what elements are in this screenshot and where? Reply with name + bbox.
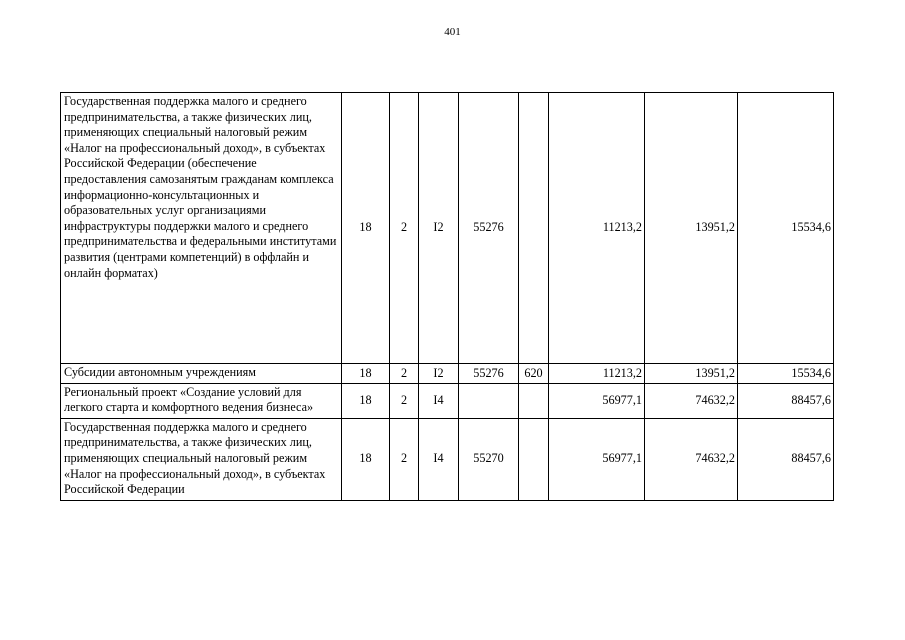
amount-year-2: 13951,2 [645,93,738,364]
amount-year-2: 13951,2 [645,364,738,384]
row-name: Региональный проект «Создание условий для легкого старта и комфортного ведения бизнеса» [61,383,342,418]
subprogram-code: 2 [390,383,419,418]
table-row [61,93,834,364]
project-code: I2 [419,93,459,364]
direction-code: 55276 [459,364,519,384]
amount-year-3: 15534,6 [738,364,834,384]
direction-code [459,383,519,418]
amount-year-1: 56977,1 [549,418,645,500]
direction-code: 55270 [459,418,519,500]
ministry-code: 18 [342,364,390,384]
direction-code: 55276 [459,93,519,364]
amount-year-3: 88457,6 [738,383,834,418]
expense-type-code [519,383,549,418]
ministry-code: 18 [342,418,390,500]
subprogram-code: 2 [390,418,419,500]
table-row [61,418,834,500]
table-row [61,383,834,418]
amount-year-3: 88457,6 [738,418,834,500]
expense-type-code [519,418,549,500]
amount-year-1: 11213,2 [549,93,645,364]
amount-year-2: 74632,2 [645,418,738,500]
amount-year-3: 15534,6 [738,93,834,364]
expense-type-code [519,93,549,364]
row-name: Субсидии автономным учреждениям [61,364,342,384]
amount-year-1: 11213,2 [549,364,645,384]
subprogram-code: 2 [390,364,419,384]
expense-type-code: 620 [519,364,549,384]
table-row [61,364,834,384]
budget-table [60,92,834,501]
amount-year-2: 74632,2 [645,383,738,418]
project-code: I2 [419,364,459,384]
subprogram-code: 2 [390,93,419,364]
ministry-code: 18 [342,93,390,364]
project-code: I4 [419,383,459,418]
row-name: Государственная поддержка малого и среднего предпринимательства, а также физических лиц, применяющих специальный налоговый режим «Налог на профессиональный доход», в субъектах Российской Федерации (обеспечение предоставления самозанятым гражданам комплекса информационно-консультационных и образовательных услуг организациями инфраструктуры поддержки малого и среднего предпринимательства и федеральными институтами развития (центрами компетенций) в оффлайн и онлайн форматах) [61,93,342,364]
ministry-code: 18 [342,383,390,418]
page-number: 401 [444,26,461,38]
amount-year-1: 56977,1 [549,383,645,418]
project-code: I4 [419,418,459,500]
row-name: Государственная поддержка малого и среднего предпринимательства, а также физических лиц, применяющих специальный налоговый режим «Налог на профессиональный доход», в субъектах Российской Федерации [61,418,342,500]
